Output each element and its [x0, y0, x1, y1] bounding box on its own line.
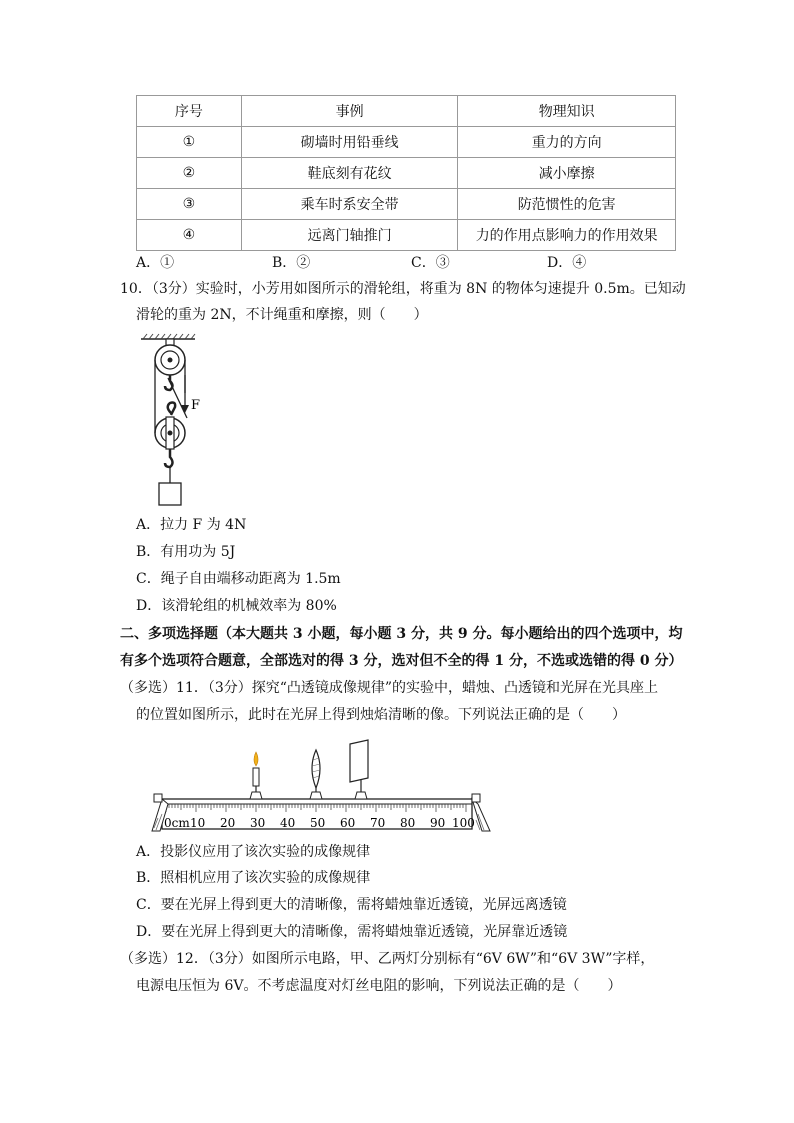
optical-bench-figure: [138, 738, 498, 838]
table-cell: ①: [137, 127, 242, 158]
ruler-label-40: 40: [280, 816, 296, 830]
q11-option-b: B．照相机应用了该次实验的成像规律: [136, 870, 371, 886]
table-header-row: [137, 96, 676, 127]
q10-option-a: A．拉力 F 为 4N: [136, 517, 247, 533]
q10-stem-line2: 滑轮的重为 2N，不计绳重和摩擦，则（ ）: [136, 307, 428, 323]
light-screen-icon: [350, 740, 368, 799]
table-cell: ④: [137, 220, 242, 251]
ruler-label-80: 80: [400, 816, 416, 830]
section2-line2: 有多个选项符合题意，全部选对的得 3 分，选对但不全的得 1 分，不选或选错的得 0 分）: [120, 653, 683, 669]
ruler-label-70: 70: [370, 816, 386, 830]
force-label: F: [191, 398, 201, 413]
table-cell: ③: [137, 189, 242, 220]
table-cell: 砌墙时用铅垂线: [241, 127, 458, 158]
ruler-label-100: 100: [452, 816, 475, 830]
ruler-label-10: 10: [190, 816, 206, 830]
q11-option-c: C．要在光屏上得到更大的清晰像，需将蜡烛靠近透镜，光屏远离透镜: [136, 897, 567, 913]
ruler-label-50: 50: [310, 816, 326, 830]
table-cell: 鞋底刻有花纹: [241, 158, 458, 189]
q10-option-d: D．该滑轮组的机械效率为 80%: [136, 598, 337, 614]
ruler-label-30: 30: [250, 816, 266, 830]
q10-option-c: C．绳子自由端移动距离为 1.5m: [136, 571, 341, 587]
table-cell: 力的作用点影响力的作用效果: [458, 220, 676, 251]
section2-line1: 二、多项选择题（本大题共 3 小题，每小题 3 分，共 9 分。每小题给出的四个选项中，均: [120, 626, 683, 642]
table-row: [137, 127, 676, 158]
q12-stem-line2: 电源电压恒为 6V。不考虑温度对灯丝电阻的影响，下列说法正确的是（ ）: [136, 978, 622, 994]
table-header: 序号: [137, 96, 242, 127]
table-header: 事例: [241, 96, 458, 127]
q9-table: [136, 95, 676, 251]
q11-option-d: D．要在光屏上得到更大的清晰像，需将蜡烛靠近透镜，光屏靠近透镜: [136, 924, 568, 940]
ruler-label-60: 60: [340, 816, 356, 830]
pulley-figure: [135, 333, 215, 508]
table-cell: ②: [137, 158, 242, 189]
table-row: [137, 189, 676, 220]
table-cell: 减小摩擦: [458, 158, 676, 189]
q10-stem-line1: 10．（3分）实验时，小芳用如图所示的滑轮组，将重为 8N 的物体匀速提升 0.5m。已知动: [120, 281, 686, 297]
q9-option-b: B．②: [272, 255, 311, 271]
table-row: [137, 220, 676, 251]
q9-option-d: D．④: [547, 255, 587, 271]
q11-option-a: A．投影仪应用了该次实验的成像规律: [136, 844, 371, 860]
ruler-label-90: 90: [430, 816, 446, 830]
table-row: [137, 158, 676, 189]
q9-option-c: C．③: [411, 255, 450, 271]
ruler-label-0: 0cm: [164, 816, 190, 830]
candle-icon: [250, 752, 262, 799]
q12-stem-line1: （多选）12．（3分）如图所示电路，甲、乙两灯分别标有“6V 6W”和“6V 3W”字样，: [120, 951, 655, 967]
q11-stem-line1: （多选）11．（3分）探究“凸透镜成像规律”的实验中，蜡烛、凸透镜和光屏在光具座上: [120, 680, 659, 696]
q10-option-b: B．有用功为 5J: [136, 544, 236, 560]
table-cell: 远离门轴推门: [241, 220, 458, 251]
table-cell: 重力的方向: [458, 127, 676, 158]
table-header: 物理知识: [458, 96, 676, 127]
convex-lens-icon: [310, 750, 322, 799]
table-cell: 乘车时系安全带: [241, 189, 458, 220]
table-cell: 防范惯性的危害: [458, 189, 676, 220]
q11-stem-line2: 的位置如图所示，此时在光屏上得到烛焰清晰的像。下列说法正确的是（ ）: [136, 707, 626, 723]
q9-option-a: A．①: [136, 255, 175, 271]
ruler-label-20: 20: [220, 816, 236, 830]
